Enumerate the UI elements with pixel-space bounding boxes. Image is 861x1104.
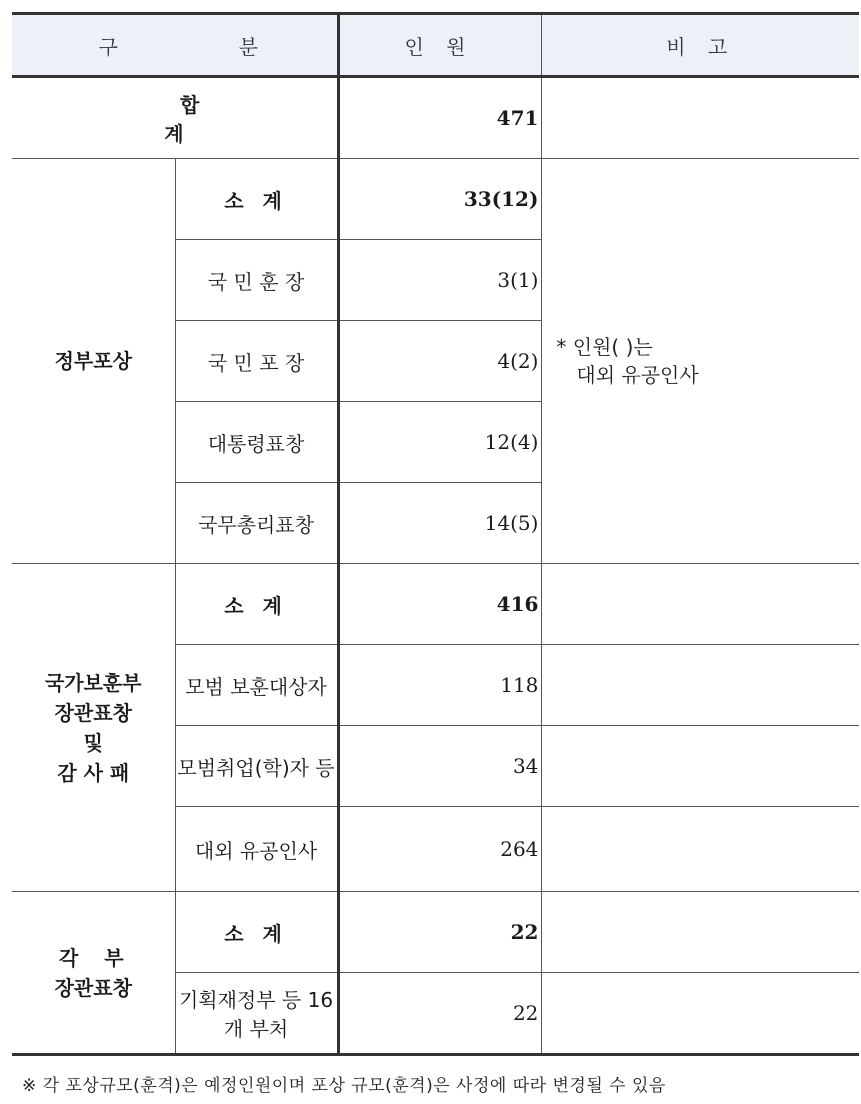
item-value: 22	[338, 973, 542, 1055]
item-label: 기획재정부 등 16개 부처	[175, 973, 338, 1055]
total-remark	[542, 77, 859, 159]
group-name-line: 및	[83, 730, 103, 755]
remark-cell	[542, 564, 859, 645]
item-label: 대통령표창	[175, 402, 338, 483]
item-label: 대외 유공인사	[175, 807, 338, 892]
item-label: 국 민 포 장	[175, 321, 338, 402]
total-label-char-2: 계	[164, 122, 184, 146]
item-label: 모범 보훈대상자	[175, 645, 338, 726]
group-mpva-name	[12, 564, 175, 892]
header-remark: 비 고	[542, 14, 859, 77]
header-category	[12, 14, 338, 77]
header-category-char-2: 분	[238, 34, 260, 59]
group-gov-remark	[542, 159, 859, 564]
group-name-line: 장관표창	[54, 700, 132, 725]
group-gov-subtotal-row	[12, 159, 859, 240]
remark-cell	[542, 973, 859, 1055]
item-value: 264	[338, 807, 542, 892]
remark-cell	[542, 807, 859, 892]
header-count: 인 원	[338, 14, 542, 77]
remark-cell	[542, 892, 859, 973]
group-gov-subtotal-label: 소 계	[175, 159, 338, 240]
item-value: 3(1)	[338, 240, 542, 321]
remark-cell	[542, 645, 859, 726]
group-ministries-name	[12, 892, 175, 1055]
remark-line-1: * 인원( )는	[556, 335, 653, 359]
group-name-line: 장관표창	[54, 975, 132, 1000]
group-mpva-subtotal-label: 소 계	[175, 564, 338, 645]
group-gov-subtotal-value: 33(12)	[338, 159, 542, 240]
remark-cell	[542, 726, 859, 807]
group-ministries-subtotal-row	[12, 892, 859, 973]
header-row	[12, 14, 859, 77]
total-row	[12, 77, 859, 159]
awards-table	[12, 12, 859, 1056]
item-value: 14(5)	[338, 483, 542, 564]
item-value: 118	[338, 645, 542, 726]
group-name-line: 각 부	[58, 945, 128, 970]
total-label	[12, 77, 338, 159]
group-mpva-subtotal-row	[12, 564, 859, 645]
footnote: ※ 각 포상규모(훈격)은 예정인원이며 포상 규모(훈격)은 사정에 따라 변경될 수 있음	[22, 1076, 666, 1096]
item-label: 국무총리표창	[175, 483, 338, 564]
group-name-line: 국가보훈부	[44, 670, 142, 695]
group-ministries-subtotal-label: 소 계	[175, 892, 338, 973]
item-value: 34	[338, 726, 542, 807]
item-label: 모범취업(학)자 등	[175, 726, 338, 807]
item-value: 4(2)	[338, 321, 542, 402]
header-category-char-1: 구	[98, 34, 120, 59]
total-label-char-1: 합	[179, 93, 200, 117]
group-gov-name: 정부포상	[12, 159, 175, 564]
item-value: 12(4)	[338, 402, 542, 483]
item-label: 국 민 훈 장	[175, 240, 338, 321]
group-ministries-subtotal-value: 22	[338, 892, 542, 973]
group-mpva-subtotal-value: 416	[338, 564, 542, 645]
group-name-line: 감 사 패	[57, 760, 130, 785]
total-value: 471	[338, 77, 542, 159]
remark-line-2: 대외 유공인사	[576, 363, 699, 387]
